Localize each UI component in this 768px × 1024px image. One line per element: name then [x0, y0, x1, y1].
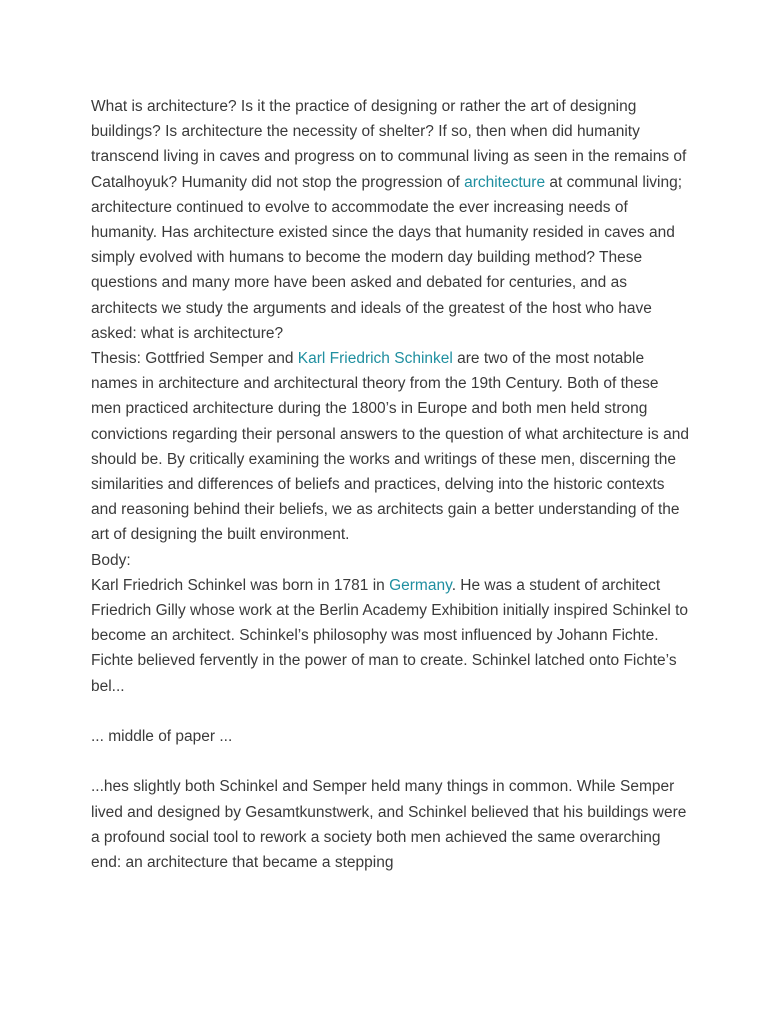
thesis-text-start: Thesis: Gottfried Semper and — [91, 350, 298, 368]
body-paragraph — [91, 573, 691, 699]
thesis-paragraph — [91, 346, 691, 548]
body-heading: Body: — [91, 551, 131, 569]
middle-of-paper-note: ... middle of paper ... — [91, 728, 233, 746]
spacer — [91, 699, 691, 724]
germany-link[interactable]: Germany — [389, 576, 452, 594]
intro-text-start: What is architecture? Is it the practice of designing or rather the art of designing buildings? Is architecture the necessity of shelter? If so, then when did humanity transcend living in caves and progress on to communal living as seen in the remains of Catalhoyuk? Humanity did not stop the progression of — [91, 98, 687, 191]
intro-paragraph — [91, 94, 691, 346]
body-text-start: Karl Friedrich Schinkel was born in 1781 in — [91, 576, 390, 594]
essay-text — [91, 94, 691, 875]
architecture-link[interactable]: architecture — [464, 173, 546, 191]
schinkel-link[interactable]: Karl Friedrich Schinkel — [297, 350, 453, 368]
spacer — [91, 749, 691, 774]
thesis-text-end: are two of the most notable names in architecture and architectural theory from the 19th Century. Both of these men practiced architecture during the 1800’s in Europe and both men held strong convictions regarding their personal answers to the question of what architecture is and should be. By critically examining the works and writings of these men, discerning the similarities and differences of beliefs and practices, delving into the historic contexts and reasoning behind their beliefs, we as architects gain a better understanding of the art of designing the built environment. — [91, 350, 689, 544]
body-text-end: . He was a student of architect Friedrich Gilly whose work at the Berlin Academy Exhibition initially inspired Schinkel to become an architect. Schinkel’s philosophy was most influenced by Johann Fichte. Fichte believed fervently in the power of man to create. Schinkel latched onto Fichte’s bel... — [91, 576, 689, 695]
intro-text-end: at communal living; architecture continued to evolve to accommodate the ever increasing needs of humanity. Has architecture existed since the days that humanity resided in caves and simply evolved with humans to become the modern day building method? These questions and many more have been asked and debated for centuries, and as architects we study the arguments and ideals of the greatest of the host who have asked: what is architecture? — [91, 173, 683, 342]
conclusion-paragraph: ...hes slightly both Schinkel and Semper held many things in common. While Semper lived and designed by Gesamtkunstwerk, and Schinkel believed that his buildings were a profound social tool to rework a society both men achieved the same overarching end: an architecture that became a stepping — [91, 778, 687, 872]
